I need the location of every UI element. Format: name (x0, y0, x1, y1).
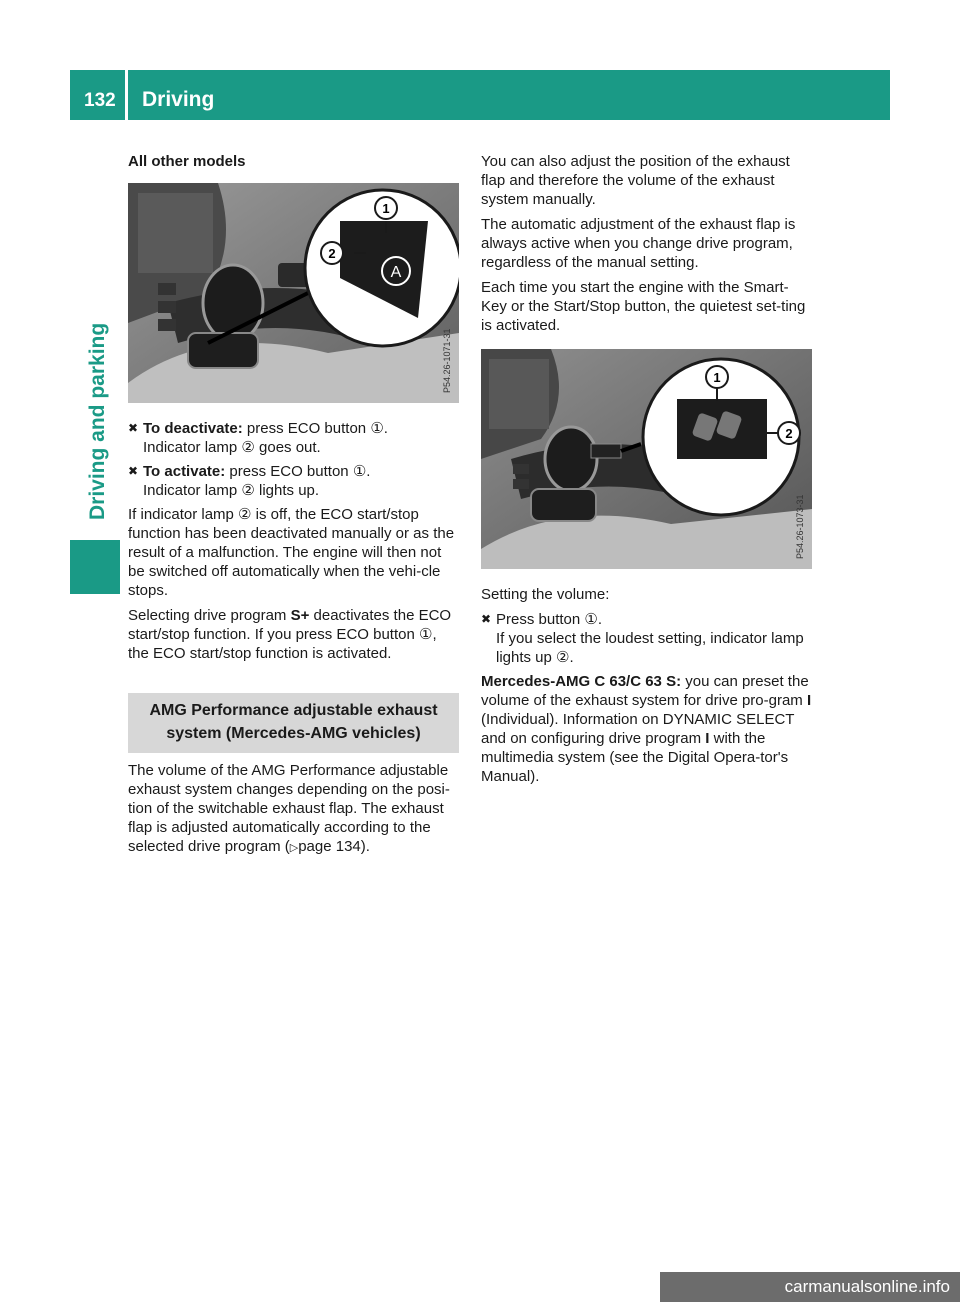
drive-program-paragraph: Selecting drive program S+ deactivates the ECO start/stop function. If you press ECO button ①, the ECO start/stop function is activated. (128, 607, 452, 662)
auto-adjust-paragraph: The automatic adjustment of the exhaust flap is always active when you change drive program, regardless of the manual setting. (481, 216, 796, 271)
figure-ref-code: P54.26-1071-31 (442, 328, 452, 393)
callout-1-ref: ① (370, 420, 384, 437)
svg-text:A: A (390, 264, 402, 281)
step-arrow-icon: ✖ (128, 464, 139, 478)
side-tab-label: Driving and parking (86, 322, 109, 520)
step-arrow-icon: ✖ (481, 612, 492, 626)
callout-2: 2 (785, 426, 793, 441)
amg-preset-paragraph: Mercedes-AMG C 63/C 63 S: you can preset the volume of the exhaust system for drive pro-gram I (Individual). Information on DYNAMIC SELECT and on configuring drive program I with the multimedia system (see the Digital Opera-tor's Manual). (481, 673, 812, 785)
figure-ref-code: P54.26-1073-31 (795, 494, 805, 559)
header-divider (125, 70, 128, 120)
section-heading-exhaust: AMG Performance adjustable exhaust system (Mercedes-AMG vehicles) (128, 693, 459, 753)
section-subheading: All other models (128, 153, 246, 170)
callout-2-ref: ② (241, 482, 255, 499)
exhaust-intro-paragraph: The volume of the AMG Performance adjustable exhaust system changes depending on the posi-tion of the switchable exhaust flap. The exhaust flap is adjusted automatically according to the selected drive program (▷page 134). (128, 762, 450, 855)
page-ref-arrow-icon: ▷ (289, 842, 299, 854)
callout-1: 1 (713, 370, 721, 385)
side-tab-marker (70, 540, 120, 594)
quietest-setting-paragraph: Each time you start the engine with the Smart-Key or the Start/Stop button, the quietest set-ting is activated. (481, 279, 806, 334)
callout-2-ref: ② (556, 649, 570, 666)
page-number: 132 (84, 90, 116, 111)
activate-step: ✖ To activate: press ECO button ①. Indicator lamp ② lights up. (128, 463, 371, 499)
eco-button-illustration (128, 183, 459, 403)
chapter-title: Driving (142, 88, 215, 111)
callout-2-ref: ② (241, 439, 255, 456)
deactivate-step: ✖ To deactivate: press ECO button ①. Indicator lamp ② goes out. (128, 420, 388, 456)
press-button-step: ✖ Press button ①. If you select the loudest setting, indicator lamp lights up ②. (481, 611, 804, 666)
callout-1-ref: ① (584, 611, 598, 628)
right-column (481, 152, 812, 792)
watermark-logo: carmanualsonline.info (660, 1272, 960, 1302)
step-arrow-icon: ✖ (128, 421, 139, 435)
exhaust-button-illustration (481, 349, 812, 569)
callout-1-ref: ① (352, 463, 367, 480)
eco-button-figure (128, 183, 459, 403)
page-header (70, 70, 890, 120)
callout-2: 2 (328, 246, 336, 261)
indicator-off-paragraph: If indicator lamp ② is off, the ECO start/stop function has been deactivated manually or as the result of a malfunction. The engine will then not be switched off automatically when the vehi-cle stops. (128, 506, 455, 599)
left-column (128, 152, 459, 864)
setting-volume-label: Setting the volume: (481, 586, 610, 603)
callout-1: 1 (382, 201, 390, 216)
exhaust-button-figure (481, 349, 812, 569)
manual-adjust-paragraph: You can also adjust the position of the exhaust flap and therefore the volume of the exhaust system manually. (481, 153, 790, 208)
